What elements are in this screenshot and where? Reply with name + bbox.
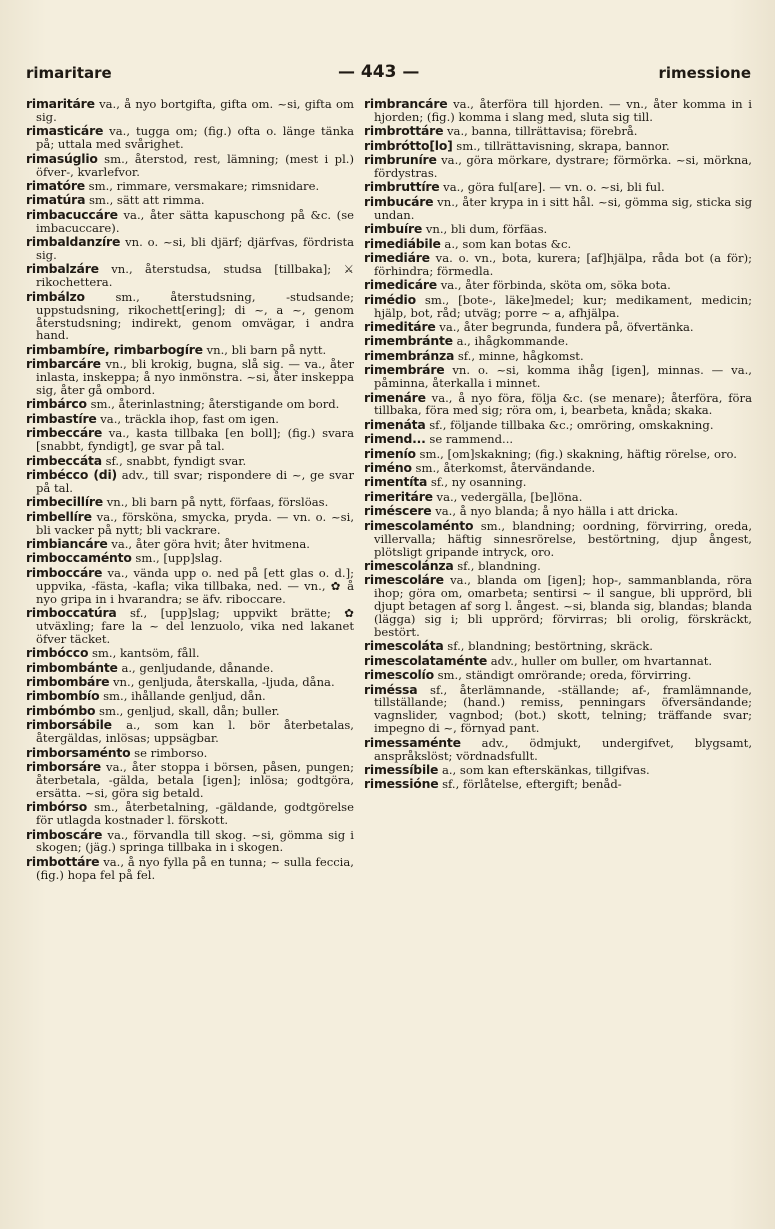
dictionary-entry [26,676,354,689]
entry-headword: rimescoláre [364,572,444,588]
entry-headword: rimborsábile [26,717,112,733]
entry-headword: rimembránza [364,347,455,363]
entry-definition: vn., åter krypa in i sitt hål. ~si, gömma sig, sticka sig undan. [374,194,752,222]
dictionary-entry [26,341,354,357]
entry-headword: rimbucáre [364,193,434,209]
entry-definition: va., å nyo föra, följa &c. (se menare); återföra, föra tillbaka, föra med sig; röra om, i, bearbeta, knåda; skaka. [374,390,752,418]
running-header [26,60,751,86]
entry-headword: rimboscáre [26,826,103,842]
entry-headword: rimbecillíre [26,494,103,510]
dictionary-entry [26,719,354,745]
entry-headword: rimboccatúra [26,605,117,621]
dictionary-entry [26,150,354,179]
dictionary-entry [26,410,354,426]
dictionary-entry [26,801,354,827]
entry-definition: sf., blandning. [457,558,541,573]
entry-definition: sm., [upp]slag. [135,551,223,566]
entry-headword: rimbrancáre [364,98,448,111]
entry-definition: vn., genljuda, återskalla, -ljuda, dåna. [113,675,335,690]
dictionary-entry [26,466,354,495]
entry-definition: va., åter sätta kapuschong på &c. (se imbacuccare). [36,207,354,235]
dictionary-entry [364,249,752,278]
entry-headword: rimescolío [364,667,434,683]
entry-definition: sm., tillrättavisning, skrapa, bannor. [456,138,670,153]
entry-headword: rimbócco [26,645,89,661]
entry-headword: rimboccáre [26,564,103,580]
dictionary-entry [364,181,752,194]
entry-definition: va., göra ful[are]. — vn. o. ~si, bli ful. [443,180,665,195]
entry-definition: sf., återlämnande, -ställande; af-, framlämnande, tillställande; (hand.) remiss, penningars öfversändande; vagnslider, vagnbod; (bot.) skott, telning; träffande svar; impegno di ~, förnyad pant. [374,682,752,736]
dictionary-entry [364,681,752,736]
entry-headword: rimasticáre [26,123,104,139]
entry-headword: rimbambíre, rimbarbogíre [26,341,203,357]
entry-definition: adv., ödmjukt, undergifvet, blygsamt, anspråkslöst; vördnadsfullt. [374,735,752,763]
entry-headword: rimbárco [26,396,87,412]
dictionary-entry [364,389,752,418]
entry-headword: rimeritáre [364,488,433,504]
left-column [26,98,354,1223]
entry-definition: a., som kan botas &c. [444,236,572,251]
entry-headword: rimessíbile [364,762,439,777]
dictionary-entry [364,137,752,153]
dictionary-entry [364,347,752,363]
entry-definition: sf., [upp]slag; uppvikt brätte; ✿ utväxling; fare la ~ del lenzuolo, vika ned lakanet öfver täcket. [36,606,354,646]
entry-headword: rimedicáre [364,277,438,293]
entry-headword: rimescoláta [364,638,444,654]
dictionary-entry [364,125,752,138]
entry-definition: se rimborso. [134,745,208,760]
dictionary-entry [26,647,354,660]
entry-definition: va., förvandla till skog. ~si, gömma sig i skogen; (jäg.) springa tillbaka in i skogen. [36,827,354,855]
dictionary-entry [364,291,752,320]
entry-definition: se rammend... [429,432,514,447]
entry-headword: riméssa [364,681,418,697]
entry-headword: rimbastíre [26,410,97,426]
entry-definition: vn., bli krokig, bugna, slå sig. — va., åter inlasta, inskeppa; å nyo inmönstra. ~si, åter inskeppa sig, åter gå ombord. [36,357,354,398]
dictionary-entry [364,488,752,504]
header-right-guide-word: rimessione [658,64,751,82]
entry-definition: a., som kan efterskänkas, tillgifvas. [441,763,650,777]
dictionary-entry [26,564,354,606]
entry-headword: rimbruníre [364,152,437,168]
dictionary-entry [26,125,354,151]
entry-definition: sm., sätt att rimma. [88,193,205,208]
dictionary-entry [26,508,354,537]
entry-headword: rimenáre [364,389,426,405]
entry-definition: va., återföra till hjorden. — vn., åter komma in i hjorden; (fig.) komma i slang med, sluta sig till. [374,98,752,124]
entry-headword: rimbálzo [26,288,85,304]
dictionary-entry [364,640,752,653]
entry-definition: va., å nyo bortgifta, gifta om. ~si, gifta om sig. [36,98,354,124]
entry-definition: sm., [om]skakning; (fig.) skakning, häftig rörelse, oro. [419,446,737,461]
entry-definition: sf., minne, hågkomst. [457,348,584,363]
entry-headword: rimbeccáta [26,452,102,468]
dictionary-entry [26,288,354,343]
dictionary-entry [26,98,354,124]
entry-headword: rimediáre [364,249,430,265]
dictionary-entry [26,194,354,207]
entry-definition: adv., till svar; rispondere di ~, ge svar på tal. [36,467,354,495]
entry-definition: va., vedergälla, [be]löna. [436,489,583,504]
entry-definition: vn., återstudsa, studsa [tillbaka]; ⚔ rikochettera. [36,262,354,290]
entry-definition: va., vända upp o. ned på [ett glas o. d.]; uppvika, -fästa, -kafla; vika tillbaka, ned. — vn., ✿ å nyo gripa in i hvarandra; se äfv. riboccare. [36,565,354,606]
entry-definition: vn. o. ~si, komma ihåg [igen], minnas. — va., påminna, återkalla i minnet. [374,363,752,391]
entry-definition: sm., rimmare, versmakare; rimsnidare. [88,178,320,193]
entry-headword: rimeditáre [364,319,436,334]
dictionary-entry [364,778,752,791]
entry-headword: rimbombánte [26,659,118,675]
dictionary-entry [26,263,354,289]
dictionary-entry [364,193,752,222]
entry-headword: rimbómbo [26,702,96,718]
dictionary-entry [26,826,354,855]
entry-definition: vn., bli dum, förfäas. [425,222,548,237]
dictionary-entry [364,98,752,124]
right-column [364,98,752,1223]
dictionary-entry [26,206,354,235]
entry-definition: va., åter stoppa i börsen, påsen, pungen; återbetala, -gälda, betala [igen]; inlösa; godtgöra, ersätta. ~si, göra sig betald. [36,760,354,800]
header-left-guide-word: rimaritare [26,64,112,82]
dictionary-entry [364,433,752,446]
entry-headword: rimessaménte [364,734,461,750]
dictionary-entry [26,552,354,565]
dictionary-entry [364,517,752,559]
dictionary-entry [364,574,752,639]
dictionary-entry [26,496,354,509]
entry-headword: rimessióne [364,776,439,792]
entry-headword: rimbacuccáre [26,206,118,222]
entry-headword: rimaritáre [26,98,95,111]
entry-definition: va., åter göra hvit; åter hvitmena. [111,537,310,551]
dictionary-entry [26,853,354,882]
entry-headword: rimbarcáre [26,356,101,372]
entry-definition: sm., återstudsning, -studsande; uppstudsning, rikochett[ering]; di ~, a ~, genom återstudsning; indirekt, genom omvägar, i andra hand. [36,289,354,343]
entry-definition: va., åter förbinda, sköta om, söka bota. [440,278,671,293]
dictionary-entry [26,702,354,718]
entry-headword: rimbombáre [26,674,110,690]
dictionary-entry [26,659,354,675]
entry-headword: rimentíta [364,474,428,490]
entry-headword: riméscere [364,503,432,519]
dictionary-entry [364,335,752,348]
dictionary-entry [364,154,752,180]
entry-headword: rimbuíre [364,221,423,237]
dictionary-entry [364,764,752,777]
entry-headword: rimescolánza [364,557,454,573]
entry-headword: riméno [364,460,412,476]
entry-headword: rimasúglio [26,150,98,166]
dictionary-entry [364,557,752,573]
dictionary-entry [26,690,354,703]
entry-headword: rimescolataménte [364,652,488,668]
entry-definition: adv., huller om buller, om hvartannat. [490,653,713,668]
dictionary-entry [364,416,752,432]
dictionary-entry [26,427,354,453]
entry-headword: rimbottáre [26,853,100,869]
dictionary-entry [26,452,354,468]
entry-headword: rimbombío [26,688,100,704]
entry-headword: rimbrótto[lo] [364,137,453,153]
dictionary-entry [364,223,752,236]
entry-definition: sm., återbetalning, -gäldande, godtgörelse för utlagda kostnader l. förskott. [36,800,354,828]
dictionary-entry [26,398,354,411]
entry-definition: sm., ihållande genljud, dån. [103,689,266,704]
entry-headword: rimborsaménto [26,744,131,760]
entry-definition: a., ihågkommande. [456,334,569,349]
entry-headword: rimbalzáre [26,261,99,277]
entry-headword: rimbruttíre [364,179,440,195]
entry-definition: sf., snabbt, fyndigt svar. [105,453,247,468]
entry-headword: rimédio [364,291,416,307]
entry-definition: vn., bli barn på nytt. [206,342,327,357]
entry-definition: sm., kantsöm, fåll. [91,646,200,661]
entry-definition: va., kasta tillbaka [en boll]; (fig.) svara [snabbt, fyndigt], ge svar på tal. [36,426,354,454]
dictionary-entry [364,364,752,390]
dictionary-entry [26,761,354,800]
dictionary-entry [26,236,354,262]
entry-definition: a., genljudande, dånande. [121,660,274,675]
entry-headword: rimend... [364,431,426,447]
dictionary-entry [364,652,752,668]
entry-headword: rimembránte [364,333,453,349]
entry-definition: sf., följande tillbaka &c.; omröring, omskakning. [429,417,714,432]
entry-headword: rimediábile [364,235,441,251]
dictionary-entry [364,462,752,475]
entry-definition: a., som kan l. bör återbetalas, återgäldas, inlösas; uppsägbar. [36,718,354,746]
dictionary-entry [364,235,752,251]
entry-headword: rimatóre [26,177,85,193]
entry-headword: rimembráre [364,362,445,378]
entry-headword: rimbiancáre [26,536,108,551]
dictionary-entry [26,538,354,551]
entry-definition: va., försköna, smycka, pryda. — vn. o. ~si, bli vacker på nytt; bli vackrare. [36,509,354,537]
dictionary-entry [26,358,354,397]
entry-headword: rimenáta [364,416,426,432]
entry-headword: rimborsáre [26,759,102,774]
entry-headword: rimbellíre [26,508,92,524]
entry-definition: va., åter begrunda, fundera på, öfvertänka. [439,320,694,334]
dictionary-entry [26,177,354,193]
dictionary-entry [364,505,752,518]
entry-definition: sm., genljud, skall, dån; buller. [99,703,280,718]
entry-definition: sm., blandning; oordning, förvirring, oreda, villervalla; häftig sinnesrörelse, bestörtning, djup ångest, plötsligt gripande intryck, oro. [374,518,752,559]
entry-definition: sf., blandning; bestörtning, skräck. [447,639,653,654]
entry-definition: va. o. vn., bota, kurera; [af]hjälpa, råda bot (a för); förhindra; förmedla. [374,250,752,278]
entry-definition: sm., återkomst, återvändande. [415,461,596,476]
dictionary-entry [364,734,752,763]
entry-headword: rimbórso [26,799,88,815]
entry-definition: va., göra mörkare, dystrare; förmörka. ~si, mörkna, fördystras. [374,153,752,181]
entry-headword: rimbaldanzíre [26,234,121,250]
entry-definition: vn., bli barn på nytt, förfaas, förslöas. [106,495,329,510]
entry-definition: va., träckla ihop, fast om igen. [100,411,279,426]
entry-definition: sm., [bote-, läke]medel; kur; medikament, medicin; hjälp, bot, råd; utväg; porre ~ a, afhjälpa. [374,292,752,320]
entry-definition: sm., återinlastning; återstigande om bord. [90,397,340,412]
entry-headword: rimatúra [26,192,86,208]
entry-definition: vn. o. ~si, bli djärf; djärfvas, fördrista sig. [36,235,354,262]
entry-headword: rimescolaménto [364,517,474,533]
entry-headword: rimbrottáre [364,123,444,139]
entry-definition: sf., ny osanning. [430,475,527,490]
entry-headword: rimbécco (di) [26,466,117,482]
dictionary-entry [26,607,354,646]
entry-headword: rimenío [364,445,416,461]
entry-headword: rimboccaménto [26,550,132,566]
entry-headword: rimbeccáre [26,425,103,441]
entry-definition: va., tugga om; (fig.) ofta o. länge tänka på; uttala med svårighet. [36,124,354,152]
entry-definition: sm., ständigt omrörande; oreda, förvirring. [437,668,692,683]
dictionary-entry [364,669,752,682]
dictionary-entry [26,744,354,760]
entry-definition: va., å nyo blanda; å nyo hälla i att dricka. [435,504,679,519]
dictionary-entry [364,321,752,334]
dictionary-entry [364,279,752,292]
entry-definition: va., å nyo fylla på en tunna; ~ sulla feccia, (fig.) hopa fel på fel. [36,854,354,882]
page-number: — 443 — [338,62,420,82]
entry-definition: sf., förlåtelse, eftergift; benåd- [442,777,622,792]
entry-definition: sm., återstod, rest, lämning; (mest i pl.) öfver-, kvarlefvor. [36,151,354,179]
entry-definition: va., banna, tillrättavisa; förebrå. [446,124,638,139]
dictionary-entry [364,445,752,461]
dictionary-entry [364,476,752,489]
entry-definition: va., blanda om [igen]; hop-, sammanblanda, röra ihop; göra om, omarbeta; sentirsi ~ il sangue, bli upprörd, bli djupt betagen af sorg l. ångest. ~si, blanda sig, blandas; blanda (lägga) sig i; bli upprörd; förvirras; bli orolig, förskräckt, bestört. [374,573,752,639]
